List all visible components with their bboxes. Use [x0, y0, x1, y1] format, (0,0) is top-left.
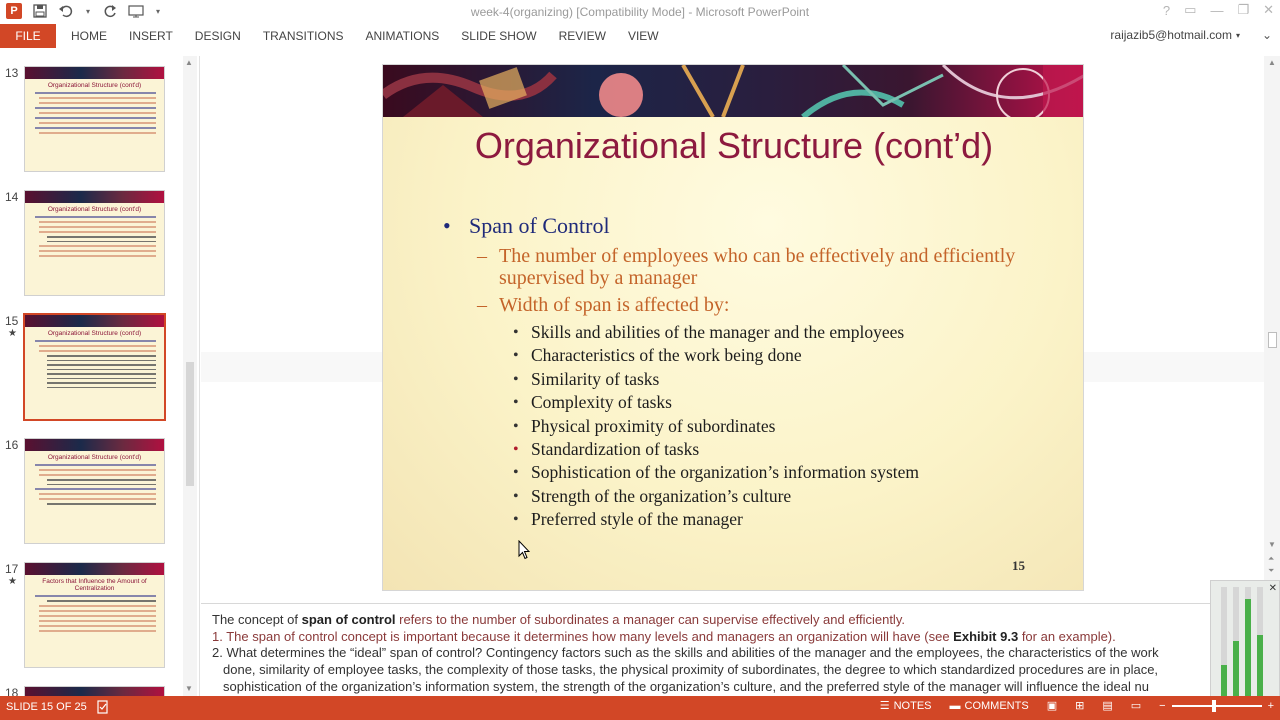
bullet-text: Characteristics of the work being done: [531, 345, 802, 366]
bullet-text: The number of employees who can be effectively and efficiently supervised by a manager: [499, 245, 1016, 289]
tab-review[interactable]: REVIEW: [558, 29, 606, 43]
slide-position-indicator[interactable]: SLIDE 15 OF 25: [6, 701, 87, 713]
slide-sorter-view-icon[interactable]: ⊞: [1075, 700, 1085, 712]
previous-slide-icon[interactable]: ⏶: [1268, 554, 1275, 563]
thumbnail-banner: [25, 67, 164, 79]
notes-line: The concept of span of control refers to the number of subordinates a manager can supervise effectively and efficiently.: [212, 612, 905, 627]
bullet-level-3: • Strength of the organization’s culture: [513, 485, 792, 506]
level-bar: [1221, 587, 1227, 707]
mouse-cursor-icon: [518, 540, 530, 560]
thumbnail-title: Organizational Structure (cont'd): [47, 82, 142, 89]
bullet-text: Width of span is affected by:: [499, 294, 730, 316]
close-icon[interactable]: ✕: [1268, 583, 1277, 594]
thumbnail-slide-18[interactable]: [0, 686, 180, 696]
zoom-in-icon[interactable]: +: [1267, 699, 1274, 712]
thumbnail-banner: [25, 191, 164, 203]
notes-line: 2. What determines the “ideal” span of control? Contingency factors such as the skills and abilities of the manager and the employees, the characteristics of the work: [212, 645, 1159, 660]
slide-body-text[interactable]: [443, 213, 1063, 532]
notes-line: done, similarity of employee tasks, the complexity of those tasks, the physical proximity of subordinates, the degree to which standardized procedures are in place,: [223, 662, 1159, 677]
scroll-up-icon[interactable]: ▲: [185, 58, 193, 67]
thumbnail-number: 17: [5, 562, 19, 576]
slide-number: 15: [1012, 558, 1025, 573]
thumbnail-number: 13: [5, 66, 19, 80]
tab-slide-show[interactable]: SLIDE SHOW: [461, 29, 537, 43]
level-meter: [1221, 587, 1267, 707]
level-bar: [1257, 587, 1263, 707]
scrollbar-thumb[interactable]: [1268, 332, 1277, 348]
thumbnail-title: Organizational Structure (cont'd): [47, 206, 142, 213]
bullet-text: Physical proximity of subordinates: [531, 415, 776, 436]
thumbnail-number: 14: [5, 190, 19, 204]
thumbnail-slide-15[interactable]: [0, 314, 180, 424]
slide-show-view-icon[interactable]: ▭: [1130, 700, 1142, 712]
tab-home[interactable]: HOME: [71, 29, 107, 43]
help-icon[interactable]: ?: [1162, 2, 1171, 18]
bullet-level-3: • Skills and abilities of the manager and the employees: [513, 322, 905, 342]
level-bar: [1233, 587, 1239, 707]
bullet-level-3: • Complexity of tasks: [513, 392, 672, 413]
proofing-icon[interactable]: [96, 700, 110, 717]
scroll-down-icon[interactable]: ▼: [185, 684, 193, 693]
thumbnail-slide-17[interactable]: [0, 562, 180, 672]
restore-icon[interactable]: ❐: [1237, 2, 1250, 17]
thumbnail-banner: [25, 315, 164, 327]
tab-file[interactable]: FILE: [0, 24, 56, 48]
thumbnail-banner: [25, 687, 164, 696]
minimize-icon[interactable]: —: [1210, 2, 1224, 18]
thumbnail-preview: [24, 190, 165, 296]
notes-bold-term: span of control: [301, 612, 396, 627]
bullet-level-2: – The number of employees who can be effectively and efficiently supervised by a manager: [477, 245, 1016, 289]
thumbnail-slide-16[interactable]: [0, 438, 180, 548]
window-controls: [1163, 2, 1274, 18]
thumbnail-title: Organizational Structure (cont'd): [47, 330, 142, 337]
slide-vertical-scrollbar[interactable]: [1264, 56, 1280, 580]
speaker-notes-pane[interactable]: [201, 603, 1264, 696]
notes-line: 1. The span of control concept is important because it determines how many levels and managers an organization will have (see Exhibit 9.3 for an example).: [212, 629, 1116, 644]
thumbnail-preview: [24, 438, 165, 544]
tab-view[interactable]: VIEW: [627, 29, 659, 43]
slide-thumbnails-pane: [0, 56, 200, 696]
bullet-level-3: • Physical proximity of subordinates: [513, 415, 776, 436]
notes-button[interactable]: [880, 699, 932, 712]
animation-star-icon: ★: [8, 576, 17, 587]
bullet-text: Complexity of tasks: [531, 392, 672, 413]
close-icon[interactable]: ✕: [1263, 2, 1274, 17]
comments-button[interactable]: [950, 700, 1029, 712]
normal-view-icon[interactable]: ▣: [1046, 700, 1058, 712]
customize-qat-icon[interactable]: ▾: [155, 6, 160, 16]
bullet-text: Similarity of tasks: [531, 368, 660, 389]
ribbon-expand-icon[interactable]: ⌄: [1261, 28, 1272, 42]
window-title: week-4(organizing) [Compatibility Mode] - Microsoft PowerPoint: [470, 5, 810, 19]
bullet-text: Sophistication of the organization’s information system: [531, 462, 920, 483]
title-bar: [0, 0, 1280, 24]
bullet-level-2: – Width of span is affected by:: [477, 294, 730, 316]
ribbon-display-options-icon[interactable]: ▭: [1184, 2, 1197, 17]
notes-bold-term: Exhibit 9.3: [953, 629, 1019, 644]
tab-transitions[interactable]: TRANSITIONS: [262, 29, 344, 43]
bullet-level-3: • Preferred style of the manager: [513, 509, 743, 530]
ribbon-tabs: [60, 24, 670, 48]
bullet-level-3: • Characteristics of the work being done: [513, 345, 802, 366]
scroll-up-icon[interactable]: ▲: [1268, 58, 1276, 67]
tab-design[interactable]: DESIGN: [194, 29, 241, 43]
thumbnail-preview: [24, 66, 165, 172]
powerpoint-app-icon[interactable]: P: [6, 3, 22, 19]
level-bar: [1245, 587, 1251, 707]
thumbnail-number: 15: [5, 314, 19, 328]
next-slide-icon[interactable]: ⏷: [1268, 566, 1275, 575]
bullet-text: Strength of the organization’s culture: [531, 485, 792, 506]
thumbnail-number: 18: [5, 686, 19, 696]
account-email: raijazib5@hotmail.com: [1110, 28, 1232, 42]
thumbnail-slide-13[interactable]: [0, 66, 180, 176]
comments-label: COMMENTS: [964, 699, 1029, 712]
bullet-level-3: • Sophistication of the organization’s information system: [513, 462, 920, 483]
notes-line: sophistication of the organization’s information system, the strength of the organization’s culture, and the preferred style of the manager will influence the ideal nu: [223, 679, 1149, 694]
undo-dropdown-icon[interactable]: ▾: [85, 6, 90, 16]
bullet-text: Preferred style of the manager: [531, 509, 743, 530]
thumbnail-preview: [24, 686, 165, 696]
thumbnail-banner: [25, 439, 164, 451]
slide-title[interactable]: Organizational Structure (cont’d): [474, 125, 994, 166]
bullet-text: Standardization of tasks: [531, 439, 700, 460]
ribbon: [0, 24, 1280, 48]
notes-icon: ☰: [879, 700, 890, 712]
account-menu[interactable]: [1110, 28, 1240, 42]
zoom-knob[interactable]: [1212, 700, 1216, 712]
tab-insert[interactable]: INSERT: [129, 29, 173, 43]
comments-icon: ▬: [949, 699, 961, 712]
thumbnails-scrollbar[interactable]: [183, 56, 197, 696]
scrollbar-thumb[interactable]: [186, 362, 194, 486]
notes-label: NOTES: [893, 699, 932, 712]
thumbnail-title: Organizational Structure (cont'd): [47, 454, 142, 461]
chevron-down-icon: ▾: [1235, 30, 1240, 40]
bullet-level-3: • Standardization of tasks: [513, 439, 700, 460]
reading-view-icon[interactable]: ▤: [1102, 700, 1113, 712]
current-slide[interactable]: [382, 64, 1084, 591]
tab-animations[interactable]: ANIMATIONS: [365, 29, 440, 43]
status-bar-right: [880, 699, 1274, 712]
thumbnail-preview: [24, 562, 165, 668]
thumbnail-number: 16: [5, 438, 19, 452]
slide-decorative-banner: [383, 65, 1084, 117]
zoom-out-icon[interactable]: −: [1159, 699, 1166, 712]
bullet-text: Skills and abilities of the manager and the employees: [531, 322, 905, 342]
thumbnail-slide-14[interactable]: [0, 190, 180, 300]
bullet-level-3: • Similarity of tasks: [513, 368, 660, 389]
level-bar-fill: [1245, 599, 1251, 707]
thumbnail-title: Factors that Influence the Amount of Centralization: [42, 578, 147, 592]
animation-star-icon: ★: [8, 328, 17, 339]
thumbnail-preview: [23, 313, 166, 421]
bullet-level-1: • Span of Control: [443, 213, 1063, 239]
zoom-slider[interactable]: [1159, 700, 1274, 712]
status-bar: [0, 696, 1280, 720]
thumbnail-banner: [25, 563, 164, 575]
scroll-down-icon[interactable]: ▼: [1268, 540, 1276, 549]
zoom-track[interactable]: [1172, 705, 1262, 707]
